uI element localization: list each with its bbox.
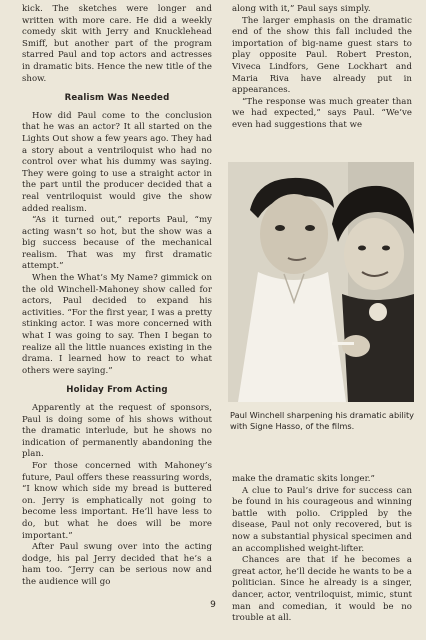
paragraph: kick. The sketches were longer and written with more care. He did a weekly comedy skit with Jerry and Knucklehead Smiff, but another part of the program starred Paul and top actors and actresses in dramatic bits. Hence the new title of the show. (22, 4, 212, 84)
paragraph: For those concerned with Mahoney’s future, Paul offers these reassuring words, “I know which side my bread is buttered on. Jerry is emphatically not going to become less important. He’ll have less to do, but what he does will be more important.” (22, 460, 212, 541)
paragraph: make the dramatic skits longer.” (232, 474, 375, 484)
paragraph: Apparently at the request of sponsors, Paul is doing some of his shows without the dramatic interlude, but he shows no indication of permanently abandoning the plan. (22, 403, 212, 460)
right-column-top (232, 0, 412, 132)
paragraph: “As it turned out,” reports Paul, “my acting wasn’t so hot, but the show was a big success because of the mechanical realism. That was my first dramatic attempt.” (22, 215, 212, 272)
paragraph: Chances are that if he becomes a great actor, he’ll decide he wants to be a politician. Since he already is a singer, dancer, actor, ventriloquist, mimic, stunt man and comedian, it would be no trouble at all. (232, 555, 412, 624)
section-heading: Holiday From Acting (66, 385, 168, 396)
section-heading: Realism Was Needed (64, 93, 170, 104)
paragraph: How did Paul come to the conclusion that he was an actor? It all started on the Lights Out show a few years ago. They had a story about a ventriloquist who had no control over what his dummy was saying. They were going to use a straight actor in the part until the producer decided that a real ventriloquist would give the show added realism. (22, 110, 212, 214)
paragraph: When the What’s My Name? gimmick on the old Winchell-Mahoney show called for actors, Paul decided to expand his activities. “For the first year, I was a pretty stinking actor. I was more concerned with what I was going to say. Then I began to realize all the little nuances existing in the drama. I learned how to react to what others were saying.” (22, 273, 212, 376)
left-column (22, 0, 212, 589)
paragraph: A clue to Paul’s drive for success can be found in his courageous and winning battle with polio. Crippled by the disease, Paul not only recovered, but is now a substantial physical specimen and an accomplished weight-lifter. (232, 485, 412, 554)
photo-caption: Paul Winchell sharpening his dramatic ability with Signe Hasso, of the films. (230, 410, 415, 431)
paragraph: After Paul swung over into the acting dodge, his pal Jerry decided that he’s a ham too. “Jerry can be serious now and the audience will go (22, 542, 212, 587)
page-number: 9 (210, 600, 216, 610)
paragraph: The larger emphasis on the dramatic end of the show this fall included the importation of big-name guest stars to play opposite Paul. Robert Preston, Viveca Lindfors, Gene Lockhart and Maria Riva have already put in appearances. (232, 15, 412, 96)
paragraph: along with it,” Paul says simply. (232, 4, 371, 14)
paragraph: “The response was much greater than we had expected,” says Paul. “We’ve even had suggestions that we (232, 96, 412, 130)
photo-illustration (228, 162, 414, 402)
article-photo (228, 162, 414, 402)
